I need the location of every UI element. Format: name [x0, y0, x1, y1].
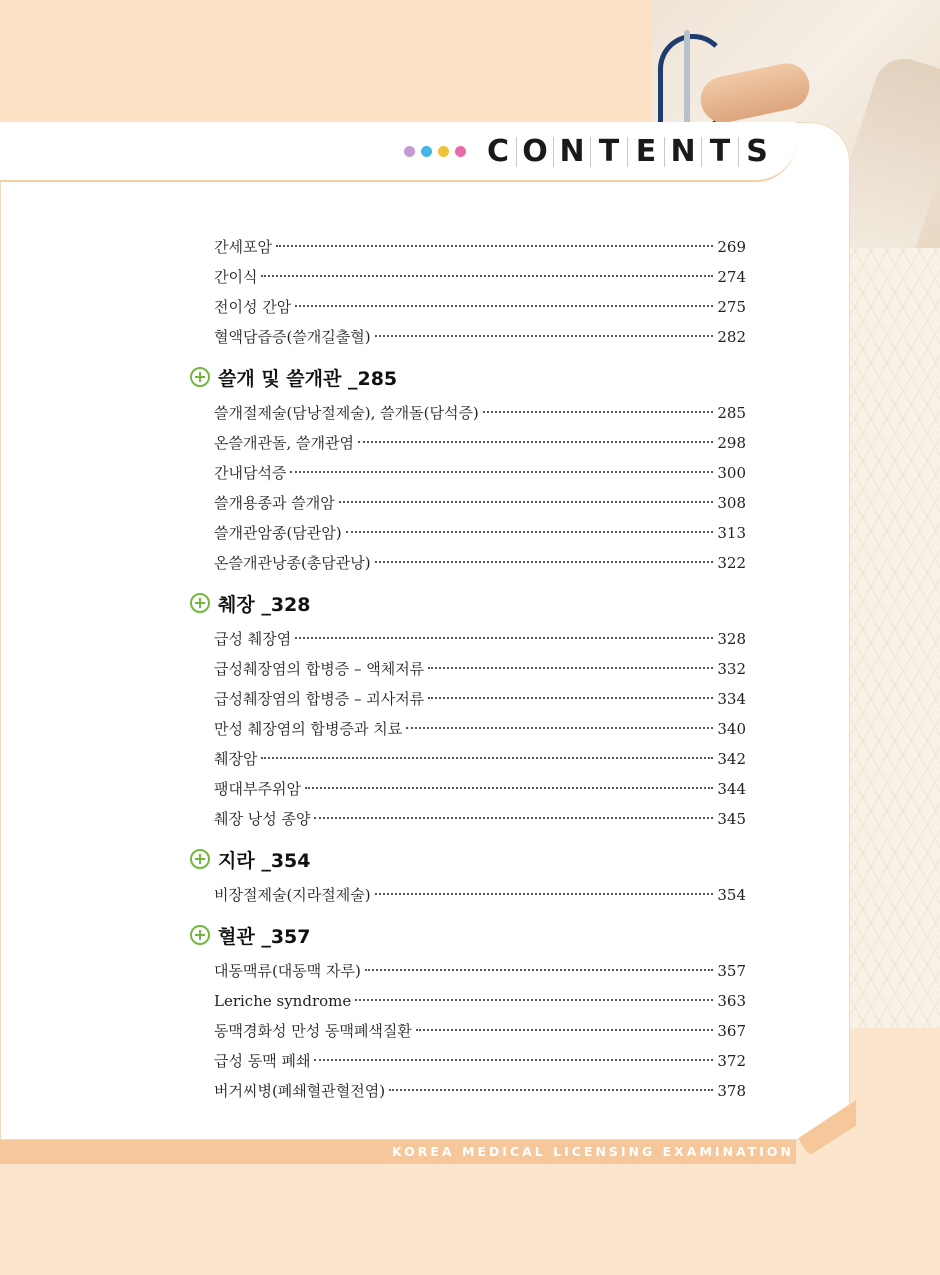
contents-letter: N: [553, 137, 590, 167]
dot-leader: [339, 500, 714, 503]
toc-entry-page: 300: [717, 464, 746, 482]
toc-entry-title: 급성췌장염의 합병증 – 액체저류: [214, 660, 425, 678]
table-of-contents: [190, 232, 750, 1106]
toc-entry[interactable]: [214, 744, 746, 774]
toc-entry-page: 298: [717, 434, 746, 452]
toc-entry[interactable]: [214, 232, 746, 262]
dot-1: [421, 146, 432, 157]
toc-entry-title: 급성 췌장염: [214, 630, 292, 648]
toc-entry-page: 334: [717, 690, 746, 708]
toc-entry-title: 혈액담즙증(쓸개길출혈): [214, 328, 371, 346]
toc-entry-page: 363: [717, 992, 746, 1010]
toc-entry-page: 269: [717, 238, 746, 256]
dot-leader: [314, 816, 713, 819]
plus-circle-icon: [190, 593, 210, 613]
contents-letter: T: [590, 137, 627, 167]
contents-letter: S: [738, 137, 775, 167]
toc-entry-title: 동맥경화성 만성 동맥폐색질환: [214, 1022, 412, 1040]
toc-entry-title: 췌장 낭성 종양: [214, 810, 311, 828]
toc-entry[interactable]: [214, 322, 746, 352]
toc-entry-title: 만성 췌장염의 합병증과 치료: [214, 720, 403, 738]
footer-text: KOREA MEDICAL LICENSING EXAMINATION: [392, 1144, 794, 1159]
toc-entry-title: 온쓸개관돌, 쓸개관염: [214, 434, 354, 452]
toc-entry-title: 쓸개관암종(담관암): [214, 524, 342, 542]
toc-entry-title: 팽대부주위암: [214, 780, 301, 798]
dot-leader: [428, 696, 713, 699]
dot-3: [455, 146, 466, 157]
toc-entry-page: 322: [717, 554, 746, 572]
contents-letter: N: [664, 137, 701, 167]
dot-leader: [355, 998, 713, 1001]
toc-entry[interactable]: [214, 880, 746, 910]
toc-entry-title: 온쓸개관낭종(총담관낭): [214, 554, 371, 572]
toc-entry-page: 275: [717, 298, 746, 316]
toc-entry-page: 342: [717, 750, 746, 768]
section-heading[interactable]: [190, 356, 750, 398]
toc-entry-page: 308: [717, 494, 746, 512]
dot-leader: [346, 530, 714, 533]
toc-entry[interactable]: [214, 1016, 746, 1046]
toc-entry-page: 345: [717, 810, 746, 828]
toc-entry-page: 313: [717, 524, 746, 542]
dot-leader: [365, 968, 713, 971]
toc-entry-title: 간세포암: [214, 238, 272, 256]
dot-leader: [295, 304, 713, 307]
toc-entry[interactable]: [214, 488, 746, 518]
toc-entry-title: Leriche syndrome: [214, 992, 352, 1010]
toc-entry[interactable]: [214, 684, 746, 714]
section-heading[interactable]: [190, 582, 750, 624]
dot-leader: [375, 892, 714, 895]
toc-entry-page: 328: [717, 630, 746, 648]
toc-entry[interactable]: [214, 518, 746, 548]
toc-entry-title: 쓸개용종과 쓸개암: [214, 494, 335, 512]
toc-entry[interactable]: [214, 458, 746, 488]
toc-entry-title: 간내담석증: [214, 464, 287, 482]
toc-entry[interactable]: [214, 1076, 746, 1106]
dot-leader: [261, 756, 713, 759]
toc-entry-page: 285: [717, 404, 746, 422]
dot-leader: [375, 334, 714, 337]
toc-entry-page: 332: [717, 660, 746, 678]
dot-leader: [416, 1028, 713, 1031]
section-heading-text: 지라 _354: [218, 849, 311, 872]
toc-entry-page: 378: [717, 1082, 746, 1100]
toc-entry-title: 간이식: [214, 268, 258, 286]
dot-leader: [305, 786, 713, 789]
toc-entry[interactable]: [214, 624, 746, 654]
dot-leader: [483, 410, 714, 413]
dot-0: [404, 146, 415, 157]
section-heading-text: 쓸개 및 쓸개관 _285: [218, 367, 398, 390]
toc-entry-page: 367: [717, 1022, 746, 1040]
toc-entry-page: 340: [717, 720, 746, 738]
toc-entry[interactable]: [214, 804, 746, 834]
toc-entry[interactable]: [214, 956, 746, 986]
toc-entry-title: 비장절제술(지라절제술): [214, 886, 371, 904]
toc-entry-title: 급성췌장염의 합병증 – 괴사저류: [214, 690, 425, 708]
toc-entry-title: 버거씨병(폐쇄혈관혈전염): [214, 1082, 386, 1100]
toc-entry-page: 344: [717, 780, 746, 798]
toc-entry[interactable]: [214, 292, 746, 322]
section-heading-text: 췌장 _328: [218, 593, 311, 616]
toc-entry[interactable]: [214, 262, 746, 292]
dot-leader: [314, 1058, 713, 1061]
toc-entry-page: 354: [717, 886, 746, 904]
toc-entry-page: 282: [717, 328, 746, 346]
plus-circle-icon: [190, 367, 210, 387]
section-heading[interactable]: [190, 838, 750, 880]
decorative-dots: [404, 146, 466, 157]
dot-leader: [261, 274, 713, 277]
contents-letter: E: [627, 137, 664, 167]
dot-leader: [290, 470, 713, 473]
stethoscope-tube: [684, 30, 690, 130]
toc-entry-title: 급성 동맥 폐쇄: [214, 1052, 311, 1070]
toc-entry[interactable]: [214, 774, 746, 804]
section-heading[interactable]: [190, 914, 750, 956]
toc-entry-page: 372: [717, 1052, 746, 1070]
toc-entry[interactable]: [214, 428, 746, 458]
contents-letter: O: [516, 137, 553, 167]
toc-entry-title: 전이성 간암: [214, 298, 292, 316]
dot-leader: [375, 560, 714, 563]
contents-letter: T: [701, 137, 738, 167]
toc-entry[interactable]: [214, 986, 746, 1016]
pattern-strip: [850, 248, 940, 1028]
toc-entry[interactable]: [214, 714, 746, 744]
toc-entry-page: 274: [717, 268, 746, 286]
dot-leader: [428, 666, 713, 669]
section-heading-text: 혈관 _357: [218, 925, 311, 948]
dot-leader: [276, 244, 713, 247]
toc-entry[interactable]: [214, 398, 746, 428]
toc-entry-title: 쓸개절제술(담낭절제술), 쓸개돌(담석증): [214, 404, 479, 422]
toc-entry[interactable]: [214, 654, 746, 684]
plus-circle-icon: [190, 925, 210, 945]
toc-entry-page: 357: [717, 962, 746, 980]
plus-circle-icon: [190, 849, 210, 869]
toc-entry-title: 대동맥류(대동맥 자루): [214, 962, 361, 980]
dot-leader: [389, 1088, 713, 1091]
dot-leader: [406, 726, 713, 729]
contents-letter: C: [486, 134, 510, 169]
dot-2: [438, 146, 449, 157]
dot-leader: [358, 440, 713, 443]
dot-leader: [295, 636, 713, 639]
toc-entry[interactable]: [214, 1046, 746, 1076]
toc-entry-title: 췌장암: [214, 750, 258, 768]
toc-entry[interactable]: [214, 548, 746, 578]
contents-title: [480, 134, 775, 170]
